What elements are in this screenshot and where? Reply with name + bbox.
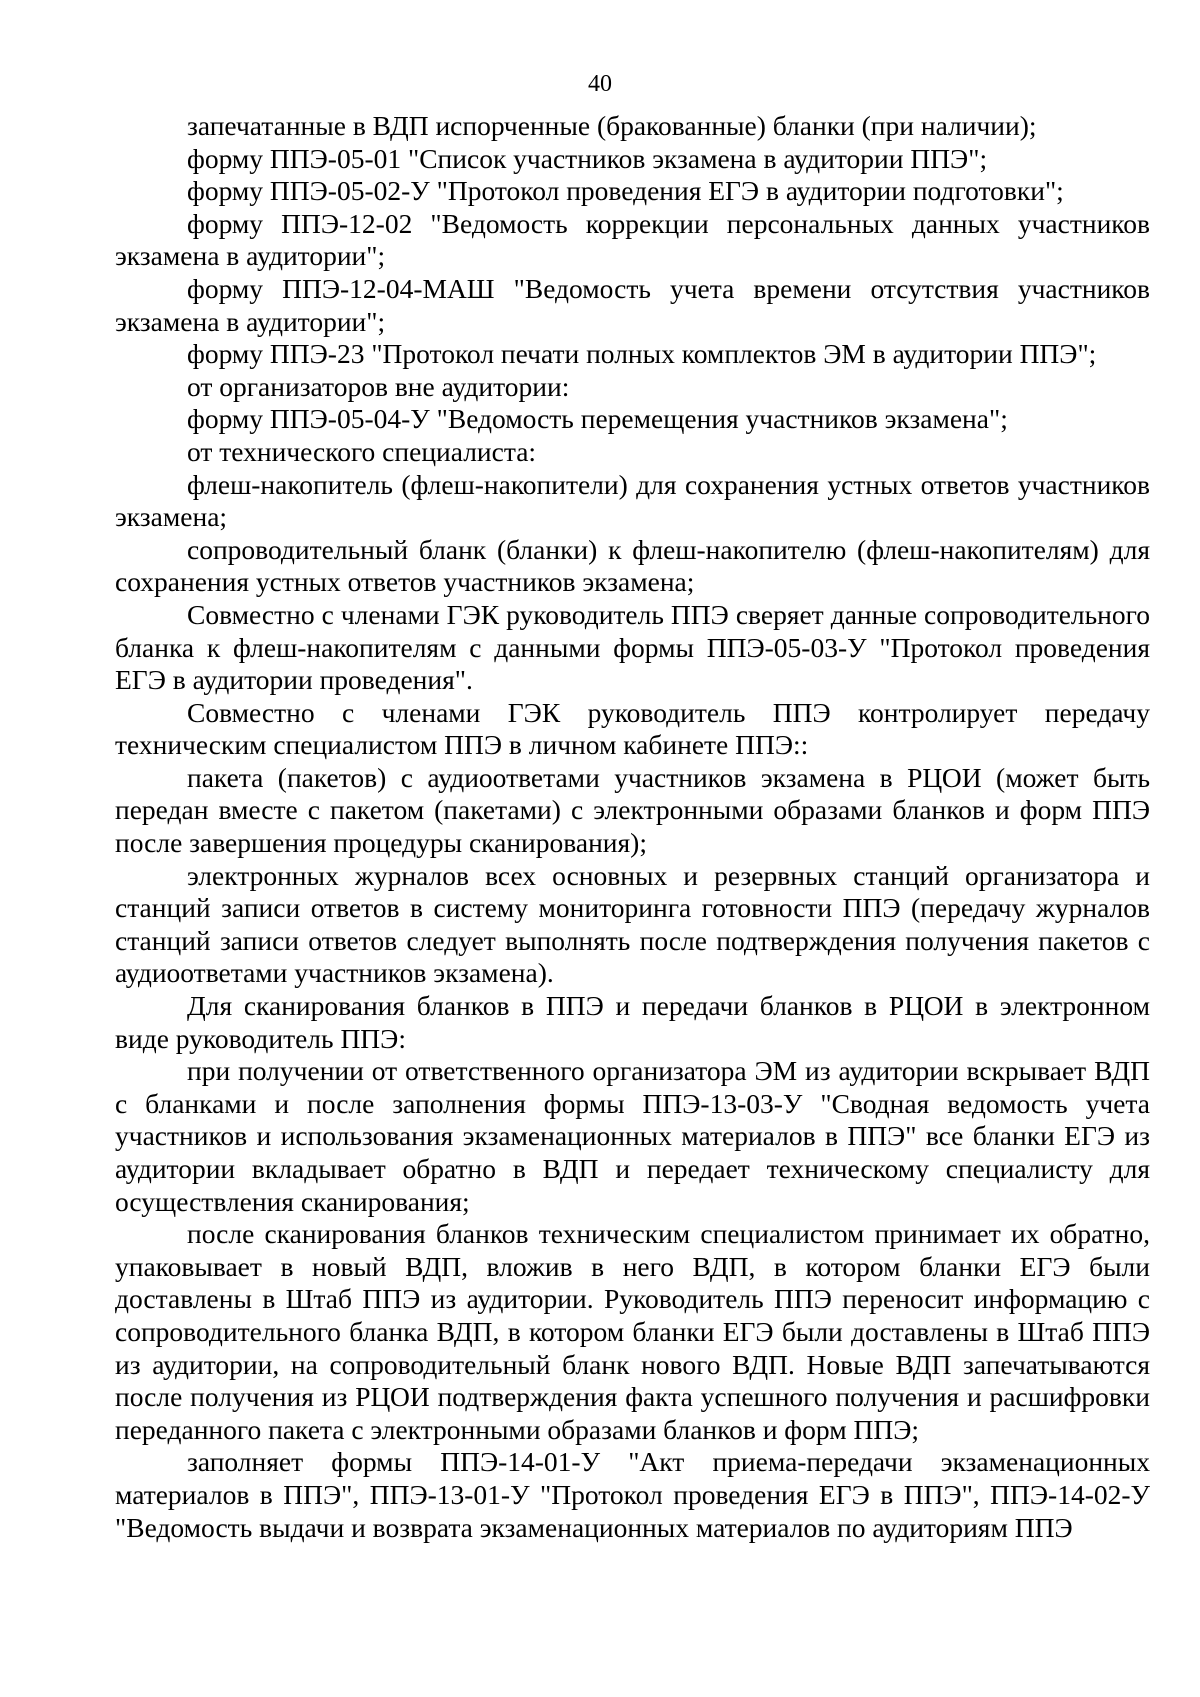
paragraph: форму ППЭ-05-02-У "Протокол проведения ЕГЭ в аудитории подготовки"; bbox=[187, 175, 1064, 207]
paragraph: при получении от ответственного организатора ЭМ из аудитории вскрывает ВДП с бланками и после заполнения формы ППЭ-13-03-У "Сводная ведомость учета участников и использования экзаменационных материалов в ППЭ" все бланки ЕГЭ из аудитории вкладывает обратно в ВДП и передает техническому специалисту для осуществления сканирования; bbox=[115, 1055, 1150, 1217]
paragraph: пакета (пакетов) с аудиоответами участников экзамена в РЦОИ (может быть передан вместе с пакетом (пакетами) с электронными образами бланков и форм ППЭ после завершения процедуры сканирования); bbox=[115, 761, 1150, 859]
paragraph: заполняет формы ППЭ-14-01-У "Акт приема-передачи экзаменационных материалов в ППЭ", ППЭ-13-01-У "Протокол проведения ЕГЭ в ППЭ", ППЭ-14-02-У "Ведомость выдачи и возврата экзаменационных материалов по аудиториям ППЭ bbox=[115, 1446, 1150, 1543]
paragraph: Совместно с членами ГЭК руководитель ППЭ сверяет данные сопроводительного бланка к флеш-накопителям с данными формы ППЭ-05-03-У "Протокол проведения ЕГЭ в аудитории проведения". bbox=[115, 598, 1150, 696]
paragraph: форму ППЭ-12-02 "Ведомость коррекции персональных данных участников экзамена в аудитории"; bbox=[115, 207, 1150, 272]
paragraph: запечатанные в ВДП испорченные (бракованные) бланки (при наличии); bbox=[187, 110, 1037, 141]
paragraph: флеш-накопитель (флеш-накопители) для сохранения устных ответов участников экзамена; bbox=[115, 468, 1150, 533]
page-number: 40 bbox=[588, 71, 612, 97]
paragraph: форму ППЭ-05-04-У "Ведомость перемещения участников экзамена"; bbox=[187, 403, 1008, 435]
paragraph: форму ППЭ-05-01 "Список участников экзамена в аудитории ППЭ"; bbox=[187, 142, 988, 174]
paragraph: форму ППЭ-12-04-МАШ "Ведомость учета времени отсутствия участников экзамена в аудитории"; bbox=[115, 272, 1150, 337]
document-body bbox=[115, 110, 1150, 1544]
paragraph: сопроводительный бланк (бланки) к флеш-накопителю (флеш-накопителям) для сохранения устных ответов участников экзамена; bbox=[115, 533, 1150, 598]
paragraph: Совместно с членами ГЭК руководитель ППЭ контролирует передачу техническим специалистом ППЭ в личном кабинете ППЭ:: bbox=[115, 696, 1150, 761]
paragraph: форму ППЭ-23 "Протокол печати полных комплектов ЭМ в аудитории ППЭ"; bbox=[187, 338, 1097, 370]
paragraph: после сканирования бланков техническим специалистом принимает их обратно, упаковывает в новый ВДП, вложив в него ВДП, в котором бланки ЕГЭ были доставлены в Штаб ППЭ из аудитории. Руководитель ППЭ переносит информацию с сопроводительного бланка ВДП, в котором бланки ЕГЭ были доставлены в Штаб ППЭ из аудитории, на сопроводительный бланк нового ВДП. Новые ВДП запечатываются после получения из РЦОИ подтверждения факта успешного получения и расшифровки переданного пакета с электронными образами бланков и форм ППЭ; bbox=[115, 1218, 1150, 1445]
paragraph: Для сканирования бланков в ППЭ и передачи бланков в РЦОИ в электронном виде руководитель ППЭ: bbox=[115, 990, 1150, 1054]
paragraph: от организаторов вне аудитории: bbox=[187, 370, 570, 402]
paragraph: электронных журналов всех основных и резервных станций организатора и станций записи ответов в систему мониторинга готовности ППЭ (передачу журналов станций записи ответов следует выполнять после подтверждения получения пакетов с аудиоответами участников экзамена). bbox=[115, 859, 1150, 989]
paragraph: от технического специалиста: bbox=[187, 435, 537, 467]
